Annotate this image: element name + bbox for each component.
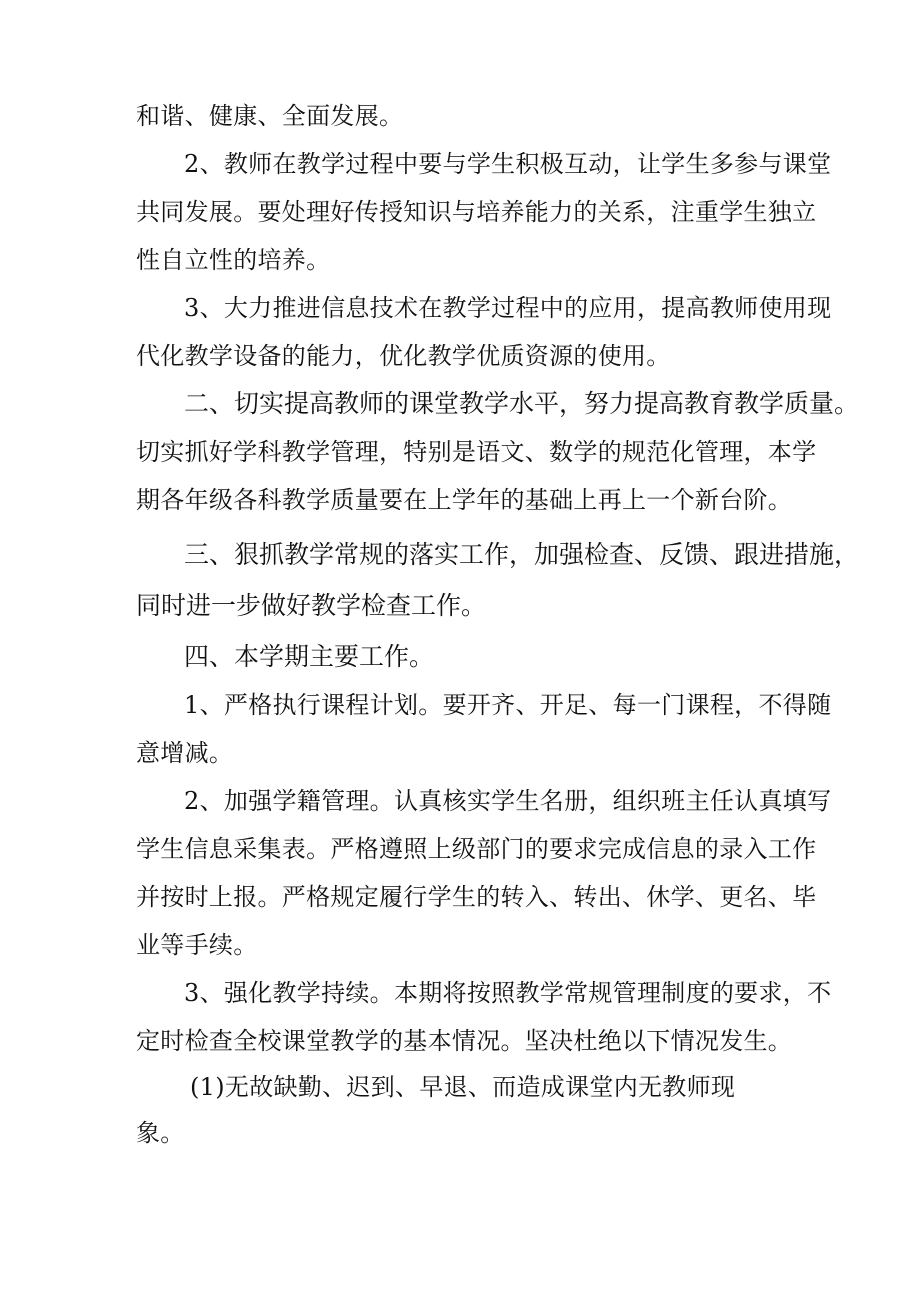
text-line: 和谐、健康、全面发展。 [136, 102, 404, 130]
text-line: 3、大力推进信息技术在教学过程中的应用，提高教师使用现 [184, 294, 832, 322]
text-line: 象。 [136, 1119, 185, 1147]
text-line: 期各年级各科教学质量要在上学年的基础上再上一个新台阶。 [136, 486, 793, 514]
text-line: 2、教师在教学过程中要与学生积极互动，让学生多参与课堂 [184, 150, 832, 178]
text-line: 共同发展。要处理好传授知识与培养能力的关系，注重学生独立 [136, 198, 817, 226]
text-line: 代化教学设备的能力，优化教学优质资源的使用。 [136, 342, 671, 370]
list-item: (1)无故缺勤、迟到、早退、而造成课堂内无教师现 [190, 1073, 736, 1101]
section-heading: 二、切实提高教师的课堂教学水平，努力提高教育教学质量。 [184, 389, 860, 418]
text-line: 1、严格执行课程计划。要开齐、开足、每一门课程，不得随 [184, 691, 832, 719]
text-line: 学生信息采集表。严格遵照上级部门的要求完成信息的录入工作 [136, 835, 817, 863]
text-line: 并按时上报。严格规定履行学生的转入、转出、休学、更名、毕 [136, 883, 817, 911]
text-line: 3、强化教学持续。本期将按照教学常规管理制度的要求，不 [184, 979, 832, 1007]
text-line: 业等手续。 [136, 931, 258, 959]
text-line: 切实抓好学科教学管理，特别是语文、数学的规范化管理，本学 [136, 438, 817, 466]
text-line: 意增减。 [136, 739, 234, 767]
text-line: 性自立性的培养。 [136, 246, 331, 274]
section-heading: 同时进一步做好教学检查工作。 [136, 591, 487, 620]
section-heading: 三、狠抓教学常规的落实工作，加强检查、反馈、跟进措施， [184, 540, 860, 569]
text-line: 定时检查全校课堂教学的基本情况。坚决杜绝以下情况发生。 [136, 1027, 793, 1055]
section-heading: 四、本学期主要工作。 [184, 642, 435, 671]
text-line: 2、加强学籍管理。认真核实学生名册，组织班主任认真填写 [184, 787, 832, 815]
